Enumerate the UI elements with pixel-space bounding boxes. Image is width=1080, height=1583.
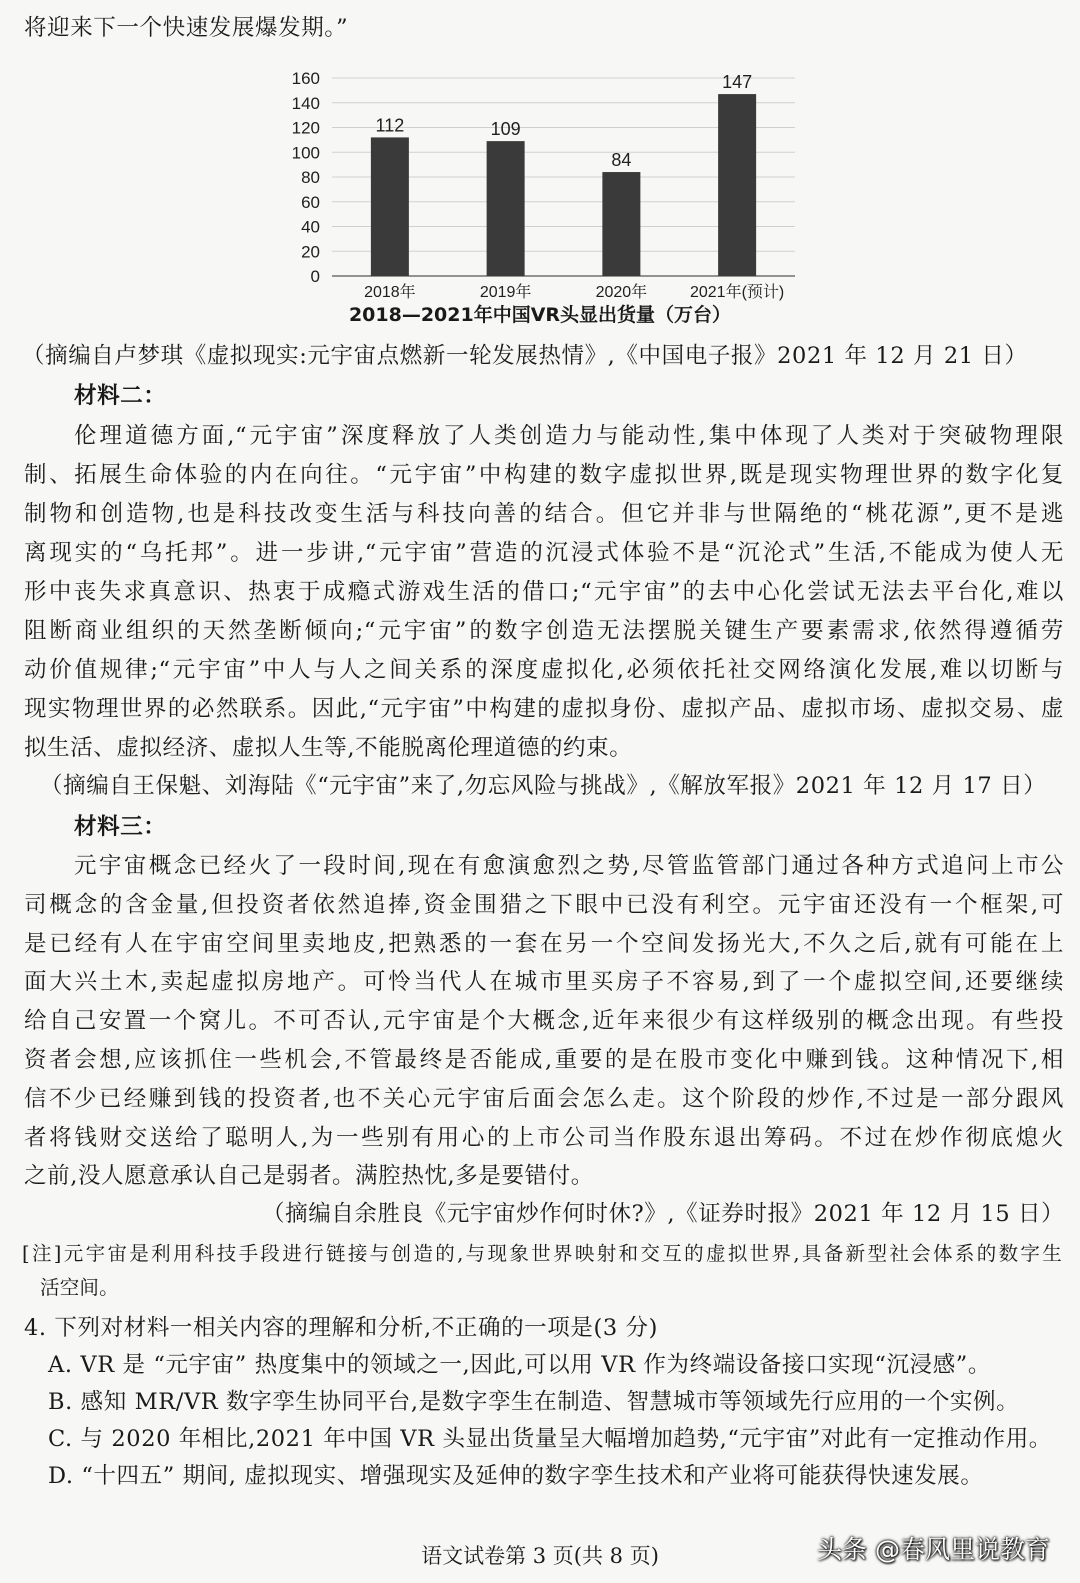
source-material-3: （摘编自余胜良《元宇宙炒作何时休?》,《证券时报》2021 年 12 月 15 日）	[262, 1201, 1065, 1227]
continued-text-line: 将迎来下一个快速发展爆发期。”	[24, 15, 349, 41]
material-3-line: 面大兴土木,卖起虚拟房地产。可怜当代人在城市里买房子不容易,到了一个虚拟空间,还要继续	[24, 969, 1064, 996]
source-material-1: （摘编自卢梦琪《虚拟现实:元宇宙点燃新一轮发展热情》,《中国电子报》2021 年 12 月 21 日）	[22, 343, 1028, 369]
option-b: B. 感知 MR/VR 数字孪生协同平台,是数字孪生在制造、智慧城市等领域先行应用的一个实例。	[48, 1389, 1020, 1415]
bar-value-label: 84	[611, 150, 632, 171]
material-2-line: 伦理道德方面,“元宇宙”深度释放了人类创造力与能动性,集中体现了人类对于突破物理限	[74, 423, 1064, 449]
material-3-line: 资者会想,应该抓住一些机会,不管最终是否能成,重要的是在股市变化中赚到钱。这种情况下,相	[24, 1047, 1064, 1073]
chart-caption: 2018—2021年中国VR头显出货量（万台）	[348, 304, 732, 326]
material-2-line: 拟生活、虚拟经济、虚拟人生等,不能脱离伦理道德的约束。	[24, 735, 633, 761]
material-3-line: 给自己安置一个窝儿。不可否认,元宇宙是个大概念,近年来很少有这样级别的概念出现。有些投	[24, 1008, 1064, 1035]
y-tick-label: 60	[301, 192, 320, 212]
bar	[487, 141, 525, 276]
watermark: 头条 @春风里说教育	[817, 1535, 1050, 1564]
source-material-2: （摘编自王保魁、刘海陆《“元宇宙”来了,勿忘风险与挑战》,《解放军报》2021 年 12 月 17 日）	[40, 773, 1047, 799]
y-tick-label: 160	[291, 69, 320, 88]
material-2-line: 动价值规律;“元宇宙”中人与人之间关系的深度虚拟化,必须依托社交网络演化发展,难以切断与	[24, 657, 1064, 683]
option-a: A. VR 是 “元宇宙” 热度集中的领域之一,因此,可以用 VR 作为终端设备接口实现“沉浸感”。	[48, 1352, 992, 1378]
y-tick-label: 140	[291, 93, 320, 113]
note-line-2: 活空间。	[40, 1276, 119, 1299]
x-tick-label: 2019年	[479, 284, 532, 301]
y-tick-label: 120	[291, 118, 320, 138]
note-line-1: [注]元宇宙是利用科技手段进行链接与创造的,与现象世界映射和交互的虚拟世界,具备新型社会体系的数字生	[22, 1242, 1062, 1265]
material-2-line: 阻断商业组织的天然垄断倾向;“元宇宙”的数字创造无法摆脱关键生产要素需求,依然得遵循劳	[24, 618, 1064, 644]
y-tick-label: 0	[310, 267, 320, 286]
bar-value-label: 112	[375, 115, 405, 136]
bar-value-label: 147	[722, 72, 753, 93]
bar-value-label: 109	[490, 119, 521, 140]
material-3-line: 是已经有人在宇宙空间里卖地皮,把熟悉的一套在另一个空间发扬光大,不久之后,就有可能在上	[24, 930, 1064, 957]
material-3-heading: 材料三：	[74, 814, 167, 840]
option-d: D. “十四五” 期间, 虚拟现实、增强现实及延伸的数字孪生技术和产业将可能获得快速发展。	[48, 1463, 984, 1489]
material-2-line: 形中丧失求真意识、热衷于成瘾式游戏生活的借口;“元宇宙”的去中心化尝试无法去平台化,难以	[24, 579, 1064, 605]
material-3-line: 者将钱财交送给了聪明人,为一些别有用心的上市公司当作股东退出筹码。不过在炒作彻底熄火	[24, 1124, 1064, 1151]
material-3-line: 司概念的含金量,但投资者依然追捧,资金围猎之下眼中已没有利空。元宇宙还没有一个框架,可	[24, 891, 1064, 918]
material-3-line: 信不少已经赚到钱的投资者,也不关心元宇宙后面会怎么走。这个阶段的炒作,不过是一部分跟风	[24, 1085, 1064, 1112]
x-tick-label: 2020年	[595, 284, 648, 301]
bar	[602, 172, 640, 276]
material-2-heading: 材料二：	[74, 383, 167, 409]
y-tick-label: 40	[301, 217, 320, 237]
y-tick-label: 100	[291, 143, 320, 163]
y-tick-label: 20	[301, 242, 320, 262]
material-2-line: 现实物理世界的必然联系。因此,“元宇宙”中构建的虚拟身份、虚拟产品、虚拟市场、虚拟交易、虚	[24, 696, 1064, 722]
material-3-line: 元宇宙概念已经火了一段时间,现在有愈演愈烈之势,尽管监管部门通过各种方式追问上市公	[74, 853, 1064, 879]
material-2-line: 制物和创造物,也是科技改变生活与科技向善的结合。但它并非与世隔绝的“桃花源”,更不是逃	[24, 501, 1064, 527]
material-3-line: 之前,没人愿意承认自己是弱者。满腔热忱,多是要错付。	[24, 1163, 594, 1190]
x-tick-label: 2021年(预计)	[689, 284, 785, 301]
bar	[718, 94, 756, 276]
option-c: C. 与 2020 年相比,2021 年中国 VR 头显出货量呈大幅增加趋势,“元宇宙”对此有一定推动作用。	[48, 1426, 1052, 1452]
page-footer: 语文试卷第 3 页(共 8 页)	[421, 1544, 659, 1568]
material-2-line: 制、拓展生命体验的内在向往。“元宇宙”中构建的数字虚拟世界,既是现实物理世界的数字化复	[24, 462, 1064, 488]
x-tick-label: 2018年	[364, 284, 416, 301]
vr-shipment-bar-chart	[280, 62, 810, 302]
bar	[371, 137, 409, 276]
question-stem: 4. 下列对材料一相关内容的理解和分析,不正确的一项是(3 分)	[24, 1315, 658, 1341]
y-tick-label: 80	[301, 168, 320, 187]
material-2-line: 离现实的“乌托邦”。进一步讲,“元宇宙”营造的沉浸式体验不是“沉沦式”生活,不能成为使人无	[24, 540, 1064, 566]
